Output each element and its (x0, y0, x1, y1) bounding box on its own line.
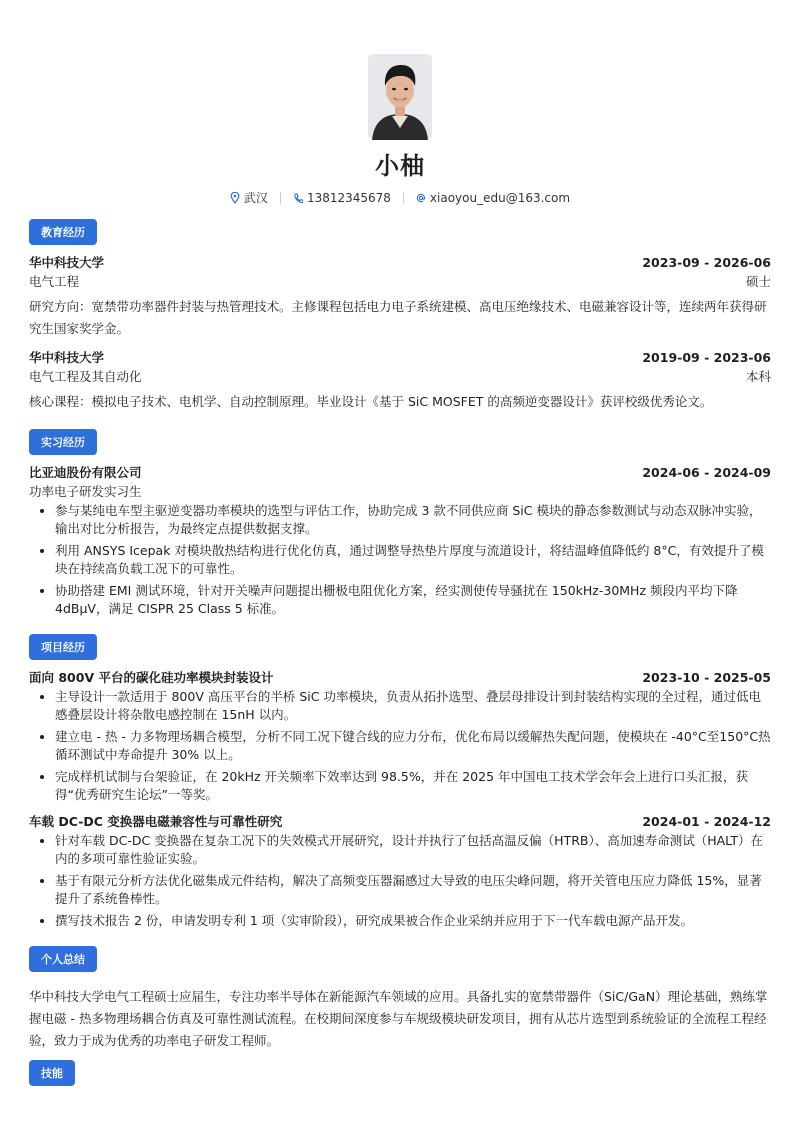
project-name: 面向 800V 平台的碳化硅功率模块封装设计 (29, 670, 274, 685)
contact-bar (0, 189, 800, 206)
list-item: • 建立电 - 热 - 力多物理场耦合模型，分析不同工况下键合线的应力分布，优化布局以缓解热失配问题，使模块在 -40°C至150°C热循环测试中寿命提升 30% 以上。 (55, 728, 771, 764)
contact-phone (281, 191, 403, 205)
education-description: 研究方向：宽禁带功率器件封装与热管理技术。主修课程包括电力电子系统建模、高电压绝缘技术、电磁兼容设计等，连续两年获得研究生国家奖学金。 (29, 299, 767, 336)
degree: 硕士 (745, 274, 771, 289)
section-title-projects: 项目经历 (29, 634, 97, 660)
list-item: • 主导设计一款适用于 800V 高压平台的半桥 SiC 功率模块，负责从拓扑选型、叠层母排设计到封装结构实现的全过程，通过低电感叠层设计将杂散电感控制在 15nH 以内。 (55, 688, 771, 724)
date-range: 2023-09 - 2026-06 (642, 255, 771, 270)
project-entry (29, 812, 771, 930)
date-range: 2024-01 - 2024-12 (642, 814, 771, 829)
avatar (368, 54, 432, 140)
list-item: • 针对车载 DC-DC 变换器在复杂工况下的失效模式开展研究，设计并执行了包括高温反偏（HTRB）、高加速寿命测试（HALT）在内的多项可靠性验证实验。 (55, 832, 771, 868)
company-name: 比亚迪股份有限公司 (29, 465, 142, 480)
resume-body (29, 219, 771, 1094)
section-summary (29, 946, 771, 1052)
date-range: 2024-06 - 2024-09 (642, 465, 771, 480)
contact-location (218, 189, 280, 206)
section-education (29, 219, 771, 413)
at-sign-icon (416, 192, 426, 204)
list-item: • 完成样机试制与台架验证，在 20kHz 开关频率下效率达到 98.5%，并在 2025 年中国电工技术学会年会上进行口头汇报，获得“优秀研究生论坛”一等奖。 (55, 768, 771, 804)
location-text: 武汉 (243, 191, 268, 205)
education-entry (29, 253, 771, 340)
list-item: • 参与某纯电车型主驱逆变器功率模块的选型与评估工作，协助完成 3 款不同供应商 SiC 模块的静态参数测试与动态双脉冲实验，输出对比分析报告，为最终定点提供数据支撑。 (55, 502, 771, 538)
profile-photo (368, 54, 432, 140)
location-pin-icon (230, 192, 240, 204)
degree: 本科 (745, 369, 771, 384)
job-role: 功率电子研发实习生 (29, 484, 142, 499)
major: 电气工程及其自动化 (29, 369, 142, 384)
list-item: • 利用 ANSYS Icepak 对模块散热结构进行优化仿真，通过调整导热垫片厚度与流道设计，将结温峰值降低约 8°C，有效提升了模块在持续高负载工况下的可靠性。 (55, 542, 771, 578)
phone-icon (293, 192, 303, 204)
education-entry (29, 348, 771, 413)
resume-header (0, 0, 800, 206)
section-title-skills: 技能 (29, 1060, 75, 1086)
summary-text: 华中科技大学电气工程硕士应届生，专注功率半导体在新能源汽车领域的应用。具备扎实的宽禁带器件（SiC/GaN）理论基础，熟练掌握电磁 - 热多物理场耦合仿真及可靠性测试流程。在校期间深度参与车规级模块研发项目，拥有从芯片选型到系统验证的全流程工程经验，致力于成为优秀的功率电子研发工程师。 (29, 989, 768, 1048)
section-title-education: 教育经历 (29, 219, 97, 245)
date-range: 2019-09 - 2023-06 (642, 350, 771, 365)
section-skills (29, 1060, 771, 1094)
internship-entry (29, 463, 771, 618)
school-name: 华中科技大学 (29, 350, 105, 365)
contact-email (404, 191, 582, 205)
list-item: • 撰写技术报告 2 份，申请发明专利 1 项（实审阶段），研究成果被合作企业采纳并应用于下一代车载电源产品开发。 (55, 912, 771, 930)
section-title-summary: 个人总结 (29, 946, 97, 972)
education-description: 核心课程：模拟电子技术、电机学、自动控制原理。毕业设计《基于 SiC MOSFET 的高频逆变器设计》获评校级优秀论文。 (29, 394, 713, 409)
date-range: 2023-10 - 2025-05 (642, 670, 771, 685)
candidate-name: 小柚 (375, 152, 425, 180)
email-text[interactable]: xiaoyou_edu@163.com (429, 190, 571, 205)
major: 电气工程 (29, 274, 80, 289)
bullet-list (29, 502, 771, 618)
project-entry (29, 668, 771, 804)
list-item: • 协助搭建 EMI 测试环境，针对开关噪声问题提出栅极电阻优化方案，经实测使传导骚扰在 150kHz-30MHz 频段内平均下降 4dBμV，满足 CISPR 25 Class 5 标准。 (55, 582, 771, 618)
section-title-internship: 实习经历 (29, 429, 97, 455)
section-projects (29, 634, 771, 930)
phone-text[interactable]: 13812345678 (306, 190, 391, 205)
project-name: 车载 DC-DC 变换器电磁兼容性与可靠性研究 (29, 814, 283, 829)
bullet-list (29, 688, 771, 804)
section-internship (29, 429, 771, 618)
school-name: 华中科技大学 (29, 255, 105, 270)
list-item: • 基于有限元分析方法优化磁集成元件结构，解决了高频变压器漏感过大导致的电压尖峰问题，将开关管电压应力降低 15%，显著提升了系统鲁棒性。 (55, 872, 771, 908)
bullet-list (29, 832, 771, 930)
